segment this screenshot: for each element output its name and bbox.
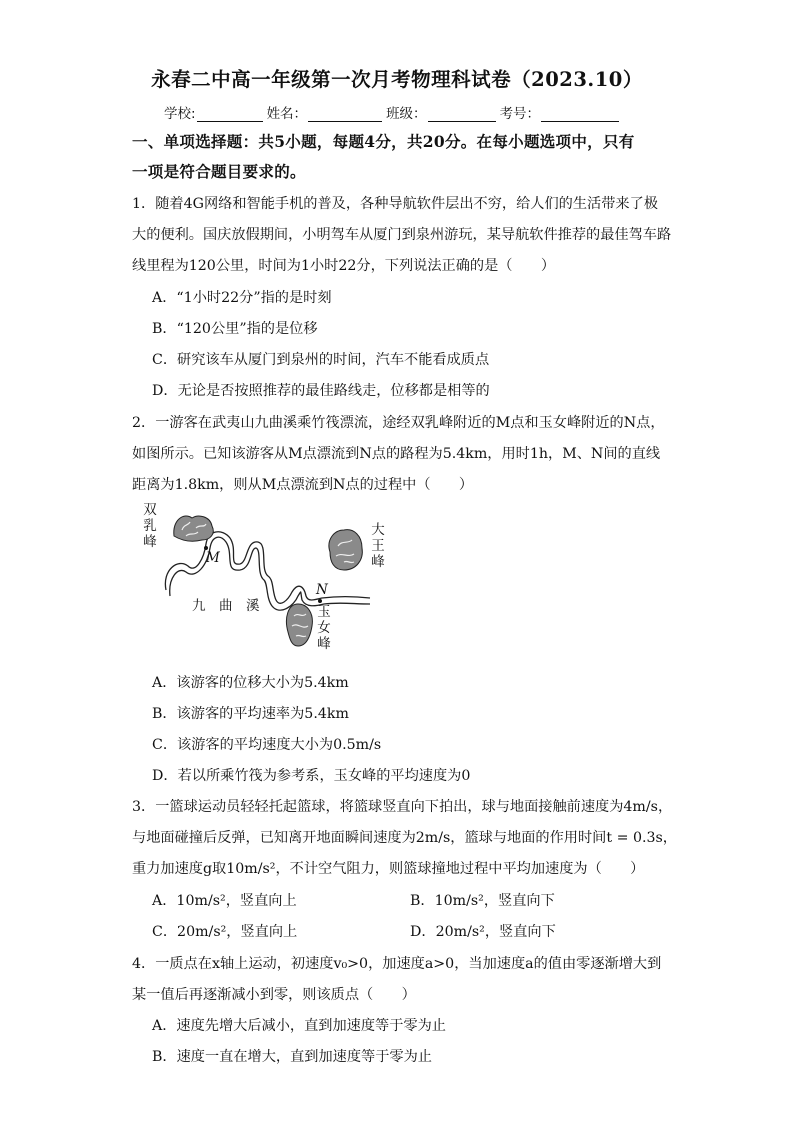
dawang-char-2: 王 (371, 538, 385, 554)
shuangru-peak-shape (174, 516, 213, 541)
q1-option-a: A．“1小时22分”指的是时刻 (152, 290, 332, 306)
q1-text-line2: 大的便利。国庆放假期间，小明驾车从厦门到泉州游玩，某导航软件推荐的最佳驾车路 (132, 227, 672, 243)
jiuqu-river-label: 九 曲 溪 (192, 598, 260, 614)
point-n-dot (318, 599, 322, 603)
shuangru-char-3: 峰 (143, 534, 157, 550)
q2-text-line2: 如图所示。已知该游客从M点漂流到N点的路程为5.4km，用时1h，M、N间的直线 (132, 446, 661, 462)
school-blank (197, 107, 263, 122)
dawang-peak-label (370, 522, 386, 570)
yunu-peak-label (316, 604, 332, 652)
q3-text-line1: 3．一篮球运动员轻轻托起篮球，将篮球竖直向下拍出，球与地面接触前速度为4m/s， (132, 799, 673, 815)
exam-no-label: 考号： (499, 106, 541, 122)
name-label: 姓名： (266, 106, 308, 122)
q2-option-d: D．若以所乘竹筏为参考系，玉女峰的平均速度为0 (152, 768, 471, 784)
yunu-char-2: 女 (317, 620, 331, 636)
q4-option-b: B．速度一直在增大，直到加速度等于零为止 (152, 1049, 432, 1065)
q4-text-line2: 某一值后再逐渐减小到零，则该质点（ ） (132, 987, 416, 1003)
yunu-char-3: 峰 (317, 636, 331, 652)
q1-option-d: D．无论是否按照推荐的最佳路线走，位移都是相等的 (152, 383, 490, 399)
class-label: 班级： (386, 106, 427, 122)
q2-option-b: B．该游客的平均速率为5.4km (152, 706, 349, 722)
q3-option-d: D．20m/s²，竖直向下 (410, 924, 556, 940)
shuangru-char-2: 乳 (143, 518, 157, 534)
q1-option-c: C．研究该车从厦门到泉州的时间，汽车不能看成质点 (152, 352, 490, 368)
section-heading-line1: 一、单项选择题：共5小题，每题4分，共20分。在每小题选项中，只有 (132, 132, 635, 151)
q1-option-b: B．“120公里”指的是位移 (152, 321, 318, 337)
shuangru-peak-label (142, 502, 158, 550)
student-info-line (164, 102, 623, 122)
q3-text-line3: 重力加速度g取10m/s²，不计空气阻力，则篮球撞地过程中平均加速度为（ ） (132, 861, 645, 877)
point-n-label: N (316, 582, 328, 598)
river-map-drawing (148, 500, 378, 662)
section-heading-line2: 一项是符合题目要求的。 (132, 162, 306, 181)
dawang-char-1: 大 (371, 522, 385, 538)
q2-text-line1: 2．一游客在武夷山九曲溪乘竹筏漂流，途经双乳峰附近的M点和玉女峰附近的N点， (132, 415, 665, 431)
q3-option-b: B．10m/s²，竖直向下 (410, 893, 555, 909)
jiuqu-river-map (143, 500, 385, 662)
q2-text-line3: 距离为1.8km，则从M点漂流到N点的过程中（ ） (132, 477, 474, 493)
dawang-char-3: 峰 (371, 554, 385, 570)
q3-text-line2: 与地面碰撞后反弹，已知离开地面瞬间速度为2m/s，篮球与地面的作用时间t = 0.3s， (132, 830, 677, 846)
q1-text-line3: 线里程为120公里，时间为1小时22分，下列说法正确的是（ ） (132, 258, 556, 274)
class-blank (428, 107, 496, 122)
q4-option-a: A．速度先增大后减小，直到加速度等于零为止 (152, 1018, 446, 1034)
q2-option-c: C．该游客的平均速度大小为0.5m/s (152, 737, 382, 753)
q4-text-line1: 4．一质点在x轴上运动，初速度v₀>0，加速度a>0，当加速度a的值由零逐渐增大到 (132, 956, 662, 972)
yunu-char-1: 玉 (317, 604, 331, 620)
exam-no-blank (541, 107, 619, 122)
school-label: 学校: (164, 106, 196, 122)
dawang-peak-shape (329, 530, 362, 570)
q2-option-a: A．该游客的位移大小为5.4km (152, 675, 349, 691)
name-blank (308, 107, 382, 122)
q1-text-line1: 1．随着4G网络和智能手机的普及，各种导航软件层出不穷，给人们的生活带来了极 (132, 196, 658, 212)
point-m-label: M (206, 550, 220, 566)
q3-option-c: C．20m/s²，竖直向上 (152, 924, 298, 940)
page-title: 永春二中高一年级第一次月考物理科试卷（2023.10） (151, 68, 643, 91)
q3-option-a: A．10m/s²，竖直向上 (152, 893, 297, 909)
shuangru-char-1: 双 (143, 502, 157, 518)
yunu-peak-shape (286, 604, 312, 646)
